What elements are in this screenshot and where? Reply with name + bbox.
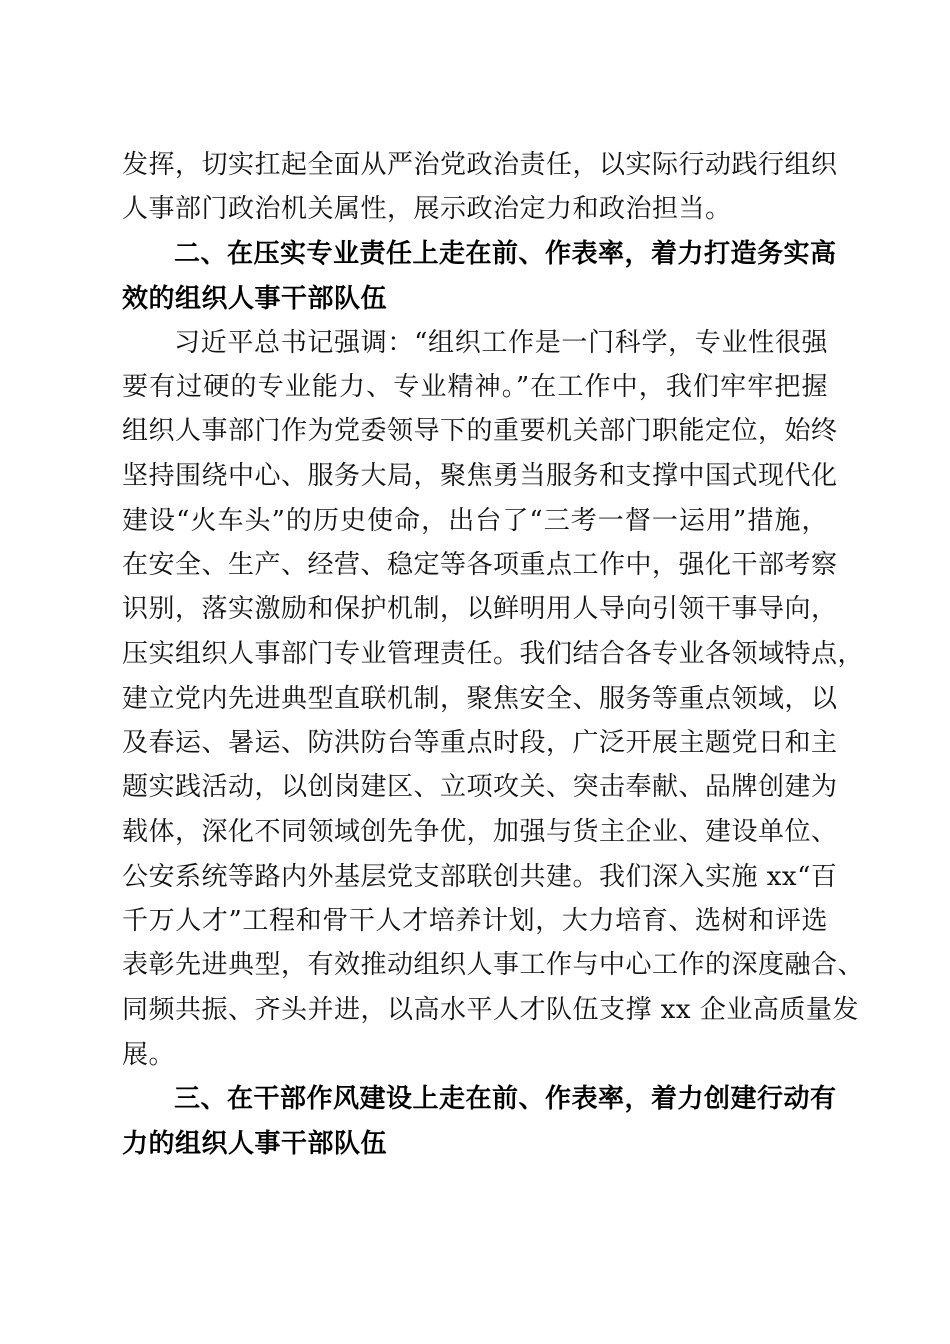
body-text-line: 载体，深化不同领域创先争优，加强与货主企业、建设单位、 — [122, 817, 838, 847]
body-text-line: 公安系统等路内外基层党支部联创共建。我们深入实施 xx“百 — [122, 862, 838, 892]
body-text-line: 建设“火车头”的历史使命，出台了“三考一督一运用”措施， — [122, 506, 828, 536]
body-text-line: 组织人事部门作为党委领导下的重要机关部门职能定位，始终 — [122, 416, 838, 446]
body-text-line: 坚持围绕中心、服务大局，聚焦勇当服务和支撑中国式现代化 — [122, 461, 838, 491]
body-text-line: 及春运、暑运、防洪防台等重点时段，广泛开展主题党日和主 — [122, 728, 838, 758]
section-heading-2: 二、在压实专业责任上走在前、作表率，着力打造务实高 — [174, 239, 837, 269]
body-text-line: 题实践活动，以创岗建区、立项攻关、突击奉献、品牌创建为 — [122, 772, 838, 802]
body-text-line: 要有过硬的专业能力、专业精神。”在工作中，我们牢牢把握 — [122, 372, 828, 402]
body-text-line: 展。 — [122, 1040, 176, 1070]
body-text-line: 同频共振、齐头并进，以高水平人才队伍支撑 xx 企业高质量发 — [122, 995, 859, 1025]
body-text-line: 千万人才”工程和骨干人才培养计划，大力培育、选树和评选 — [122, 906, 828, 936]
body-text-line: 人事部门政治机关属性，展示政治定力和政治担当。 — [122, 194, 732, 224]
body-text-line: 表彰先进典型，有效推动组织人事工作与中心工作的深度融合、 — [122, 950, 865, 980]
paragraph-first-line: 习近平总书记强调：“组织工作是一门科学，专业性很强 — [174, 328, 828, 358]
body-text-line: 识别，落实激励和保护机制，以鲜明用人导向引领干事导向， — [122, 594, 838, 624]
section-heading-3-cont: 力的组织人事干部队伍 — [122, 1129, 388, 1159]
body-text-line: 发挥，切实扛起全面从严治党政治责任，以实际行动践行组织 — [122, 150, 838, 180]
section-heading-3: 三、在干部作风建设上走在前、作表率，着力创建行动有 — [174, 1084, 837, 1114]
section-heading-2-cont: 效的组织人事干部队伍 — [122, 284, 388, 314]
body-text-line: 在安全、生产、经营、稳定等各项重点工作中，强化干部考察 — [122, 550, 838, 580]
body-text-line: 压实组织人事部门专业管理责任。我们结合各专业各领域特点， — [122, 639, 865, 669]
body-text-line: 建立党内先进典型直联机制，聚焦安全、服务等重点领域，以 — [122, 684, 838, 714]
